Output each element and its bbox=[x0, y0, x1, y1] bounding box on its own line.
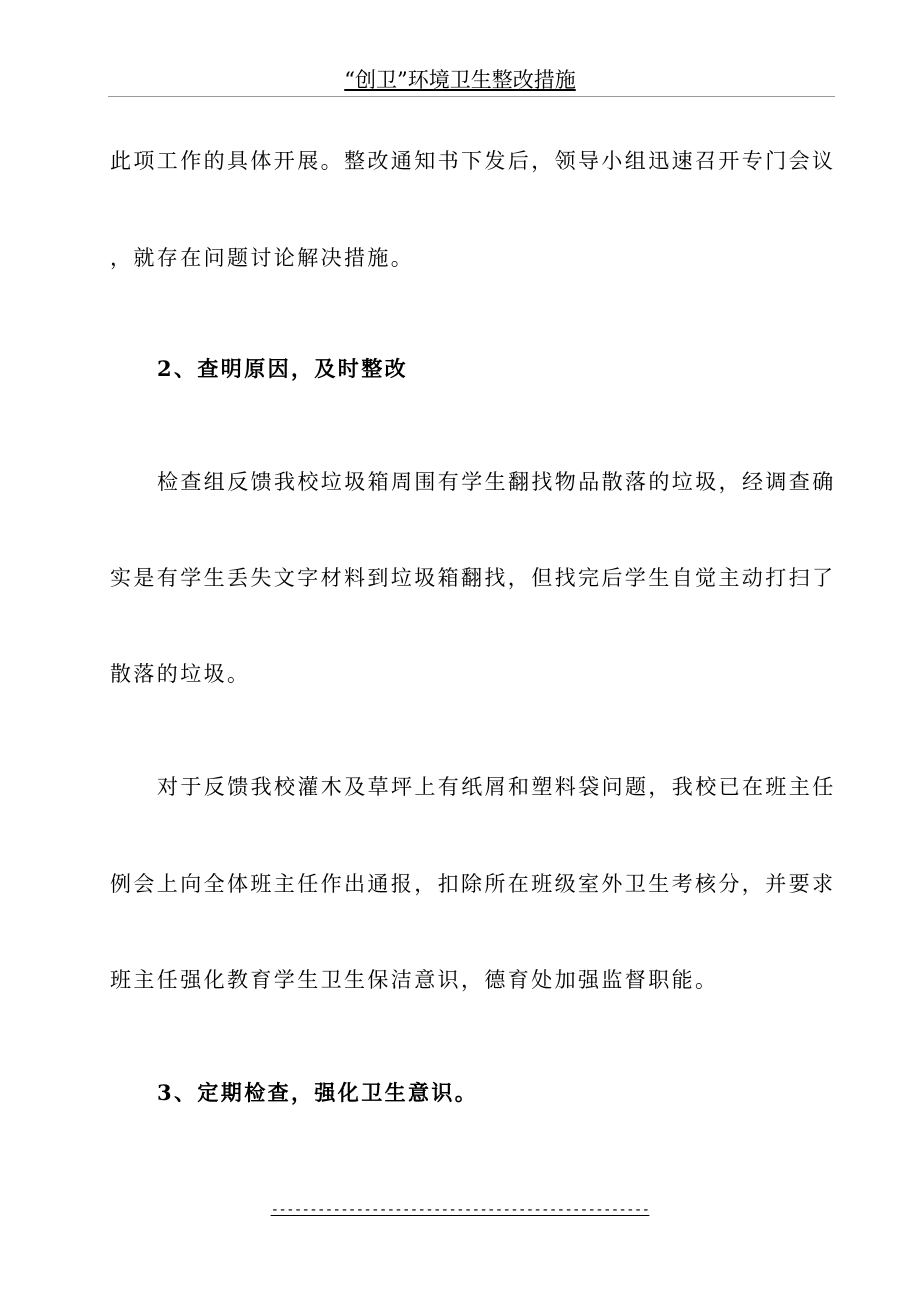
paragraph-line: 实是有学生丢失文字材料到垃圾箱翻找，但找完后学生自觉主动打扫了 bbox=[110, 566, 836, 590]
section-heading: 3、定期检查，强化卫生意识。 bbox=[157, 1080, 479, 1105]
paragraph-line: 班主任强化教育学生卫生保洁意识，德育处加强监督职能。 bbox=[110, 968, 719, 992]
footer-dash-rule: ------------------------------------------------- bbox=[270, 1202, 650, 1218]
page-header bbox=[0, 66, 920, 94]
header-divider bbox=[108, 96, 835, 97]
paragraph-line: ，就存在问题讨论解决措施。 bbox=[110, 246, 415, 270]
paragraph-line: 检查组反馈我校垃圾箱周围有学生翻找物品散落的垃圾，经调查确 bbox=[157, 470, 836, 494]
section-heading: 2、查明原因，及时整改 bbox=[157, 356, 409, 381]
paragraph-line: 散落的垃圾。 bbox=[110, 662, 251, 686]
paragraph-line: 此项工作的具体开展。整改通知书下发后，领导小组迅速召开专门会议 bbox=[110, 149, 836, 173]
paragraph-line: 对于反馈我校灌木及草坪上有纸屑和塑料袋问题，我校已在班主任 bbox=[157, 775, 836, 799]
header-title: “创卫”环境卫生整改措施 bbox=[344, 68, 576, 92]
page-footer bbox=[0, 1200, 920, 1220]
paragraph-line: 例会上向全体班主任作出通报，扣除所在班级室外卫生考核分，并要求 bbox=[110, 872, 836, 896]
